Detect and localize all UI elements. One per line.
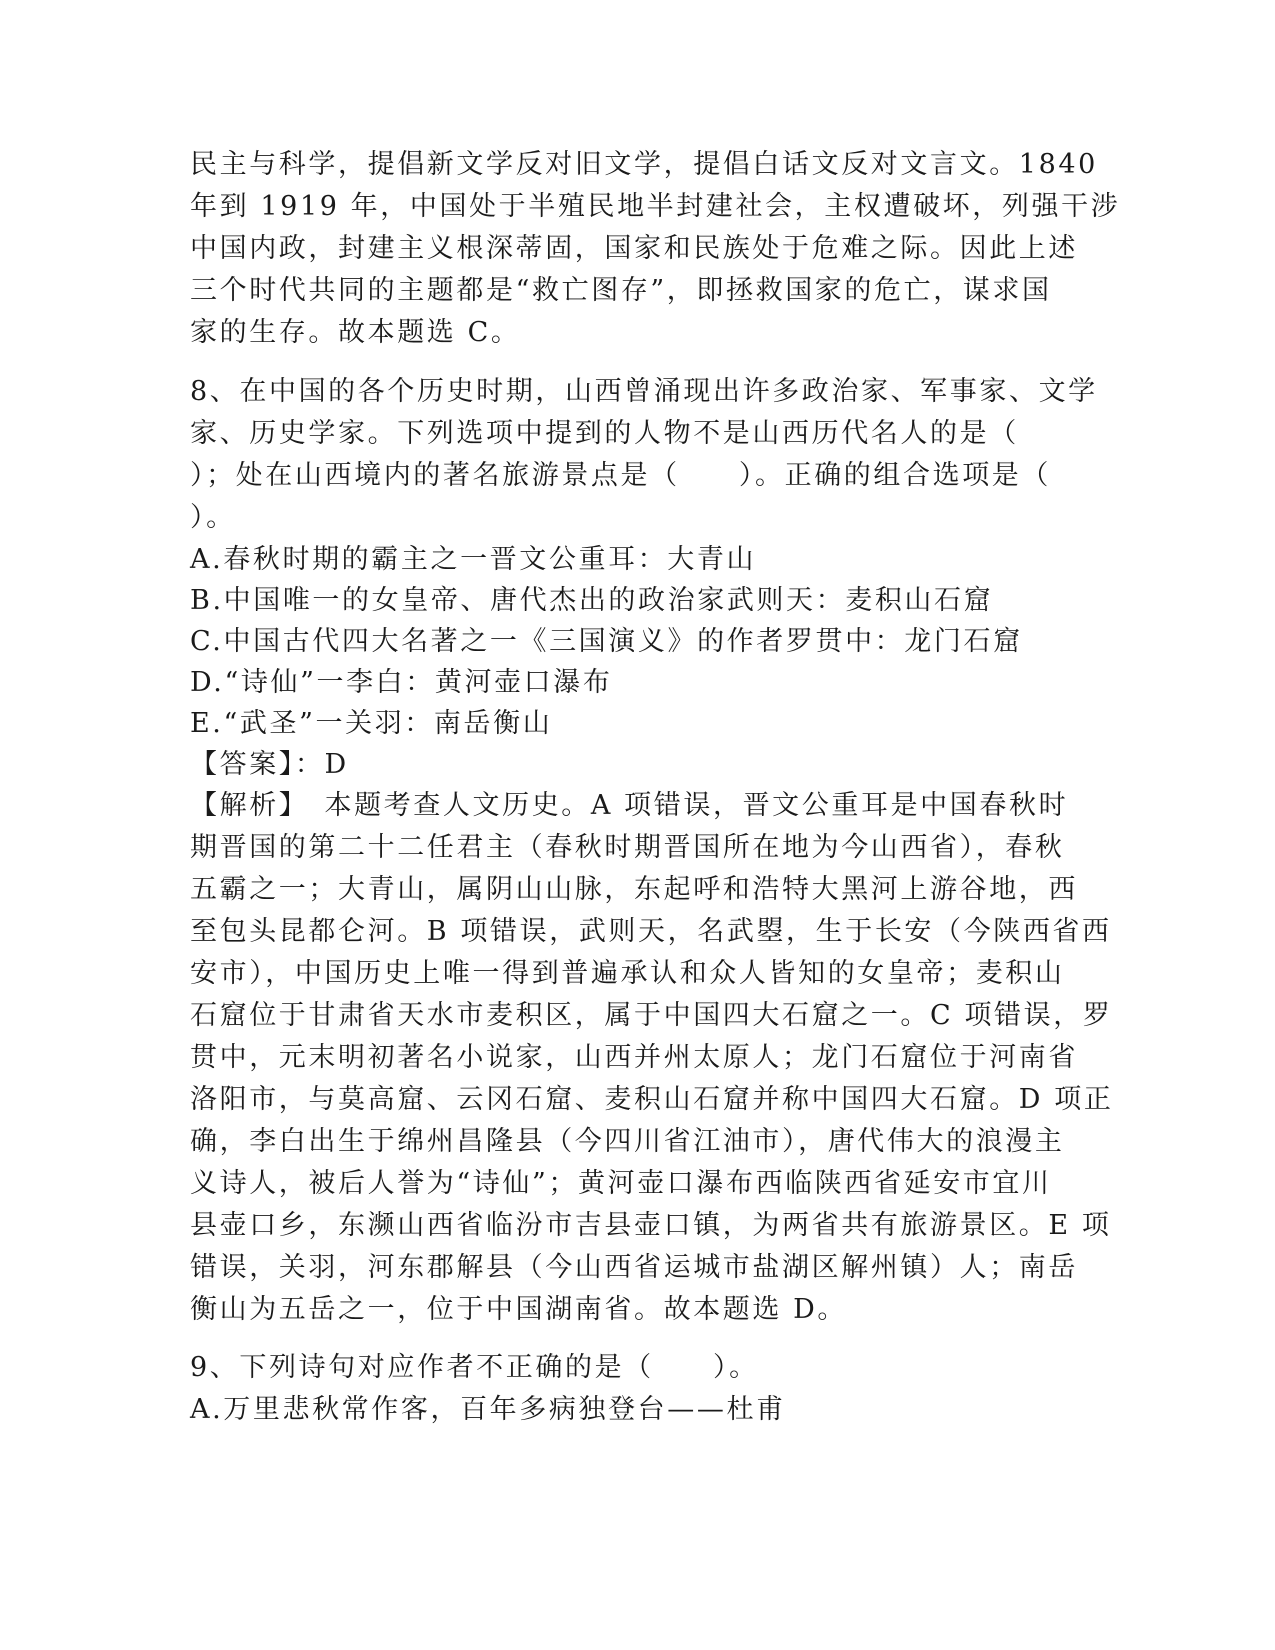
analysis-line: 至包头昆都仑河。B 项错误，武则天，名武曌，生于长安（今陕西省西 xyxy=(190,916,1112,947)
option-b: B.中国唯一的女皇帝、唐代杰出的政治家武则天：麦积山石窟 xyxy=(190,585,994,616)
text-line: 民主与科学，提倡新文学反对旧文学，提倡白话文反对文言文。1840 xyxy=(190,149,1098,180)
analysis-line: 贯中，元末明初著名小说家，山西并州太原人；龙门石窟位于河南省 xyxy=(190,1042,1078,1073)
analysis-line: 确，李白出生于绵州昌隆县（今四川省江油市），唐代伟大的浪漫主 xyxy=(190,1126,1065,1157)
analysis-line: 期晋国的第二十二任君主（春秋时期晋国所在地为今山西省），春秋 xyxy=(190,832,1065,863)
text-line: 中国内政，封建主义根深蒂固，国家和民族处于危难之际。因此上述 xyxy=(190,233,1078,264)
analysis-line: 洛阳市，与莫高窟、云冈石窟、麦积山石窟并称中国四大石窟。D 项正 xyxy=(190,1084,1114,1115)
question-8-stem: ）。 xyxy=(190,502,236,533)
option-c: C.中国古代四大名著之一《三国演义》的作者罗贯中：龙门石窟 xyxy=(190,626,1023,657)
question-9-stem: 9、下列诗句对应作者不正确的是（ ）。 xyxy=(190,1352,759,1383)
option-d: D.“诗仙”一李白：黄河壶口瀑布 xyxy=(190,667,613,698)
answer-line: 【答案】：D xyxy=(190,749,349,780)
analysis-line: 五霸之一；大青山，属阴山山脉，东起呼和浩特大黑河上游谷地，西 xyxy=(190,874,1078,905)
text-line: 三个时代共同的主题都是“救亡图存”，即拯救国家的危亡，谋求国 xyxy=(190,275,1052,306)
text-line: 家的生存。故本题选 C。 xyxy=(190,317,521,348)
option-a: A.春秋时期的霸主之一晋文公重耳：大青山 xyxy=(190,544,757,575)
question-8-stem: ）；处在山西境内的著名旅游景点是（ ）。正确的组合选项是（ xyxy=(190,460,1051,491)
question-8-stem: 8、在中国的各个历史时期，山西曾涌现出许多政治家、军事家、文学 xyxy=(190,376,1098,407)
analysis-line: 义诗人，被后人誉为“诗仙”；黄河壶口瀑布西临陕西省延安市宜川 xyxy=(190,1168,1052,1199)
option-a: A.万里悲秋常作客，百年多病独登台——杜甫 xyxy=(190,1394,786,1425)
option-e: E.“武圣”一关羽：南岳衡山 xyxy=(190,708,553,739)
analysis-line: 错误，关羽，河东郡解县（今山西省运城市盐湖区解州镇）人；南岳 xyxy=(190,1252,1078,1283)
analysis-line: 县壶口乡，东濒山西省临汾市吉县壶口镇，为两省共有旅游景区。E 项 xyxy=(190,1210,1112,1241)
question-8-stem: 家、历史学家。下列选项中提到的人物不是山西历代名人的是（ xyxy=(190,418,1019,449)
text-line: 年到 1919 年，中国处于半殖民地半封建社会，主权遭破坏，列强干涉 xyxy=(190,191,1121,222)
analysis-line: 石窟位于甘肃省天水市麦积区，属于中国四大石窟之一。C 项错误，罗 xyxy=(190,1000,1113,1031)
analysis-line: 【解析】 本题考查人文历史。A 项错误，晋文公重耳是中国春秋时 xyxy=(190,790,1069,821)
analysis-line: 衡山为五岳之一，位于中国湖南省。故本题选 D。 xyxy=(190,1294,848,1325)
analysis-line: 安市），中国历史上唯一得到普遍承认和众人皆知的女皇帝；麦积山 xyxy=(190,958,1065,989)
